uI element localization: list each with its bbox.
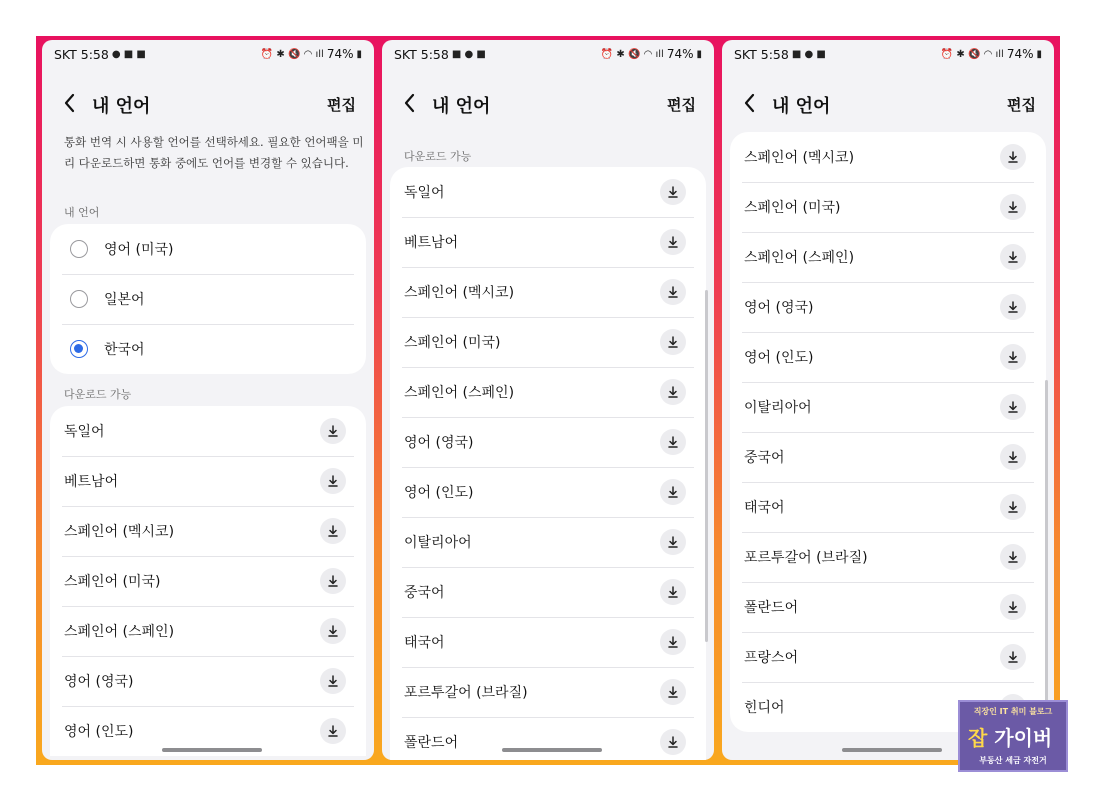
download-item[interactable] (390, 317, 706, 367)
download-item[interactable] (390, 567, 706, 617)
battery-level: 74% (666, 47, 694, 61)
edit-button[interactable]: 편집 (1007, 96, 1036, 114)
language-label: 스페인어 (미국) (744, 200, 841, 216)
download-icon (666, 185, 680, 199)
language-label: 영어 (영국) (64, 674, 134, 690)
edit-button[interactable]: 편집 (667, 96, 696, 114)
language-option[interactable] (50, 224, 366, 274)
download-item[interactable] (730, 382, 1046, 432)
download-item[interactable] (730, 632, 1046, 682)
language-label: 태국어 (404, 635, 445, 651)
download-button[interactable] (660, 179, 686, 205)
description-text: 통화 번역 시 사용할 언어를 선택하세요. 필요한 언어팩을 미리 다운로드하면 통화 중에도 언어를 변경할 수 있습니다. (64, 135, 364, 170)
download-icon (666, 335, 680, 349)
page-title: 내 언어 (432, 96, 491, 117)
download-button[interactable] (660, 679, 686, 705)
download-button[interactable] (1000, 294, 1026, 320)
page-title: 내 언어 (92, 96, 151, 117)
download-item[interactable] (390, 267, 706, 317)
download-icon (1006, 500, 1020, 514)
battery-level: 74% (1006, 47, 1034, 61)
radio-button-selected[interactable] (70, 340, 88, 358)
download-item[interactable] (730, 132, 1046, 182)
gesture-bar[interactable] (162, 748, 262, 752)
app-header (382, 86, 714, 122)
download-button[interactable] (1000, 344, 1026, 370)
download-icon (666, 735, 680, 749)
language-label: 베트남어 (404, 235, 459, 251)
download-item[interactable] (390, 617, 706, 667)
download-item[interactable] (730, 232, 1046, 282)
download-item[interactable] (730, 332, 1046, 382)
language-label: 독일어 (404, 185, 445, 201)
download-icon (666, 235, 680, 249)
language-label: 폴란드어 (404, 735, 459, 751)
download-button[interactable] (660, 729, 686, 755)
download-icon (1006, 350, 1020, 364)
download-item[interactable] (730, 582, 1046, 632)
watermark-logo (958, 700, 1068, 772)
radio-button[interactable] (70, 240, 88, 258)
download-icon (1006, 450, 1020, 464)
download-item[interactable] (730, 482, 1046, 532)
language-label: 스페인어 (미국) (64, 574, 161, 590)
scrollbar[interactable] (705, 290, 708, 642)
back-button[interactable] (738, 90, 762, 116)
download-button[interactable] (1000, 394, 1026, 420)
download-button[interactable] (1000, 144, 1026, 170)
battery-icon: ▮ (356, 48, 362, 60)
language-label: 영어 (영국) (744, 300, 814, 316)
download-icon (666, 535, 680, 549)
watermark-brand-b: 가이버 (994, 726, 1053, 750)
language-label: 중국어 (744, 450, 785, 466)
watermark-brand (968, 722, 1052, 751)
chevron-left-icon (58, 90, 82, 116)
download-icon (666, 435, 680, 449)
download-button[interactable] (1000, 594, 1026, 620)
watermark-tagline: 직장인 IT 취미 블로그 (973, 707, 1053, 716)
language-label: 영어 (인도) (744, 350, 814, 366)
download-button[interactable] (660, 579, 686, 605)
download-button[interactable] (1000, 244, 1026, 270)
download-item[interactable] (50, 456, 366, 506)
language-label: 이탈리아어 (744, 400, 812, 416)
download-button[interactable] (660, 229, 686, 255)
language-label: 독일어 (64, 424, 105, 440)
download-icon (326, 424, 340, 438)
language-label: 영어 (인도) (64, 724, 134, 740)
language-label: 영어 (영국) (404, 435, 474, 451)
download-button[interactable] (320, 468, 346, 494)
download-item[interactable] (730, 432, 1046, 482)
download-icon (1006, 650, 1020, 664)
download-button[interactable] (660, 429, 686, 455)
download-button[interactable] (1000, 444, 1026, 470)
phone-screen-3 (722, 40, 1054, 760)
my-languages-label: 내 언어 (64, 206, 100, 219)
download-icon (326, 524, 340, 538)
language-label: 프랑스어 (744, 650, 799, 666)
download-icon (326, 674, 340, 688)
download-item[interactable] (50, 506, 366, 556)
language-option[interactable] (50, 324, 366, 374)
watermark-brand-a: 잡 (968, 726, 988, 750)
language-label: 태국어 (744, 500, 785, 516)
downloadable-card (730, 132, 1046, 732)
system-icons: ⏰ ✱ 🔇 ◠ ıll (260, 48, 324, 60)
download-item[interactable] (50, 556, 366, 606)
status-bar (722, 40, 1054, 68)
language-label: 힌디어 (744, 700, 785, 716)
download-button[interactable] (320, 518, 346, 544)
downloadable-label: 다운로드 가능 (404, 150, 472, 163)
carrier-time: SKT 5:58 (734, 46, 789, 62)
download-button[interactable] (660, 279, 686, 305)
language-label: 포르투갈어 (브라질) (744, 550, 868, 566)
download-icon (326, 624, 340, 638)
language-label: 영어 (미국) (104, 242, 174, 258)
language-label: 베트남어 (64, 474, 119, 490)
download-item[interactable] (50, 606, 366, 656)
language-label: 중국어 (404, 585, 445, 601)
download-item[interactable] (730, 532, 1046, 582)
download-icon (1006, 300, 1020, 314)
status-bar (382, 40, 714, 68)
battery-level: 74% (326, 47, 354, 61)
language-label: 스페인어 (멕시코) (404, 285, 515, 301)
download-icon (666, 585, 680, 599)
download-item[interactable] (390, 517, 706, 567)
download-item[interactable] (730, 182, 1046, 232)
scrollbar[interactable] (1045, 380, 1048, 710)
download-button[interactable] (660, 629, 686, 655)
download-button[interactable] (320, 718, 346, 744)
download-button[interactable] (660, 529, 686, 555)
carrier-time: SKT 5:58 (54, 46, 109, 62)
edit-button[interactable]: 편집 (327, 96, 356, 114)
download-icon (666, 385, 680, 399)
download-icon (666, 635, 680, 649)
chevron-left-icon (738, 90, 762, 116)
download-icon (1006, 200, 1020, 214)
download-icon (1006, 550, 1020, 564)
notification-icons: ■ ● ■ (791, 48, 826, 60)
download-icon (326, 574, 340, 588)
back-button[interactable] (58, 90, 82, 116)
download-item[interactable] (390, 667, 706, 717)
download-button[interactable] (660, 479, 686, 505)
carrier-time: SKT 5:58 (394, 46, 449, 62)
language-label: 포르투갈어 (브라질) (404, 685, 528, 701)
download-button[interactable] (1000, 494, 1026, 520)
downloadable-card (50, 406, 366, 756)
downloadable-label: 다운로드 가능 (64, 388, 132, 401)
language-label: 스페인어 (멕시코) (64, 524, 175, 540)
download-item[interactable] (390, 167, 706, 217)
language-option[interactable] (50, 274, 366, 324)
language-label: 스페인어 (멕시코) (744, 150, 855, 166)
system-icons: ⏰ ✱ 🔇 ◠ ıll (600, 48, 664, 60)
language-label: 일본어 (104, 292, 145, 308)
download-item[interactable] (390, 467, 706, 517)
download-item[interactable] (390, 417, 706, 467)
download-button[interactable] (320, 418, 346, 444)
app-header (42, 86, 374, 122)
chevron-left-icon (398, 90, 422, 116)
download-button[interactable] (660, 329, 686, 355)
notification-icons: ● ■ ■ (111, 48, 146, 60)
download-icon (666, 285, 680, 299)
download-icon (1006, 400, 1020, 414)
download-button[interactable] (1000, 644, 1026, 670)
my-languages-card (50, 224, 366, 374)
page-title: 내 언어 (772, 96, 831, 117)
status-bar (42, 40, 374, 68)
downloadable-card (390, 167, 706, 760)
battery-icon: ▮ (696, 48, 702, 60)
download-item[interactable] (390, 367, 706, 417)
download-item[interactable] (390, 717, 706, 760)
download-button[interactable] (320, 618, 346, 644)
language-label: 폴란드어 (744, 600, 799, 616)
notification-icons: ■ ● ■ (451, 48, 486, 60)
download-button[interactable] (320, 668, 346, 694)
download-button[interactable] (320, 568, 346, 594)
phone-screen-1 (42, 40, 374, 760)
battery-icon: ▮ (1036, 48, 1042, 60)
gesture-bar[interactable] (502, 748, 602, 752)
system-icons: ⏰ ✱ 🔇 ◠ ıll (940, 48, 1004, 60)
download-icon (666, 485, 680, 499)
download-item[interactable] (50, 406, 366, 456)
language-label: 스페인어 (스페인) (64, 624, 175, 640)
download-item[interactable] (730, 282, 1046, 332)
download-icon (326, 474, 340, 488)
language-label: 스페인어 (미국) (404, 335, 501, 351)
language-label: 이탈리아어 (404, 535, 472, 551)
language-label: 스페인어 (스페인) (744, 250, 855, 266)
watermark-subtitle: 부동산 세금 자전거 (979, 756, 1047, 765)
download-icon (666, 685, 680, 699)
download-button[interactable] (1000, 544, 1026, 570)
radio-button[interactable] (70, 290, 88, 308)
app-header (722, 86, 1054, 122)
phone-screen-2 (382, 40, 714, 760)
download-item[interactable] (390, 217, 706, 267)
language-label: 영어 (인도) (404, 485, 474, 501)
download-icon (1006, 600, 1020, 614)
download-icon (326, 724, 340, 738)
gesture-bar[interactable] (842, 748, 942, 752)
back-button[interactable] (398, 90, 422, 116)
download-item[interactable] (50, 656, 366, 706)
download-icon (1006, 250, 1020, 264)
download-icon (1006, 150, 1020, 164)
download-button[interactable] (1000, 194, 1026, 220)
language-label: 한국어 (104, 342, 145, 358)
download-button[interactable] (660, 379, 686, 405)
language-label: 스페인어 (스페인) (404, 385, 515, 401)
